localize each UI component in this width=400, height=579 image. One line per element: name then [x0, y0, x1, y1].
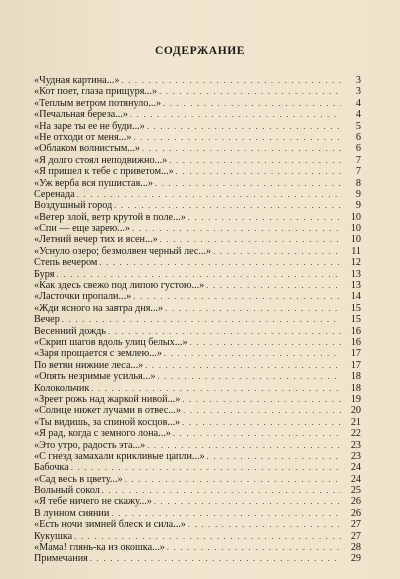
toc-entry	[34, 314, 361, 325]
toc-entry	[34, 428, 361, 439]
dot-leader	[157, 371, 341, 382]
toc-entry-page-number: 20	[350, 405, 361, 417]
toc-entry-page-number: 19	[350, 393, 361, 405]
toc-entry-page-number: 13	[350, 280, 361, 292]
toc-entry	[34, 383, 361, 394]
toc-entry-page-number: 17	[350, 348, 361, 360]
toc-entry	[34, 440, 361, 451]
toc-entry	[34, 405, 361, 416]
toc-entry	[34, 166, 361, 177]
toc-entry-title: «Я пришел к тебе с приветом...»	[34, 166, 174, 178]
toc-entry-page-number: 25	[350, 485, 361, 497]
dot-leader	[188, 212, 341, 223]
toc-entry-title: «Теплым ветром потянуло...»	[34, 97, 162, 109]
toc-entry-page-number: 26	[350, 496, 361, 508]
toc-entry-title: «Уснуло озеро; безмолвен черный лес...»	[34, 245, 212, 257]
dot-leader	[90, 553, 341, 564]
toc-entry-page-number: 10	[350, 234, 361, 246]
toc-entry-title: «На заре ты ее не буди...»	[34, 120, 145, 132]
toc-entry-page-number: 24	[350, 462, 361, 474]
dot-leader	[160, 234, 341, 245]
dot-leader	[91, 383, 341, 394]
toc-entry	[34, 371, 361, 382]
toc-entry-page-number: 18	[350, 382, 361, 394]
toc-entry	[34, 553, 361, 564]
toc-entry-title: «Скрип шагов вдоль улиц белых...»	[34, 336, 188, 348]
toc-entry	[34, 360, 361, 371]
dot-leader	[125, 474, 341, 485]
toc-entry-page-number: 14	[350, 291, 361, 303]
toc-entry-title: «Кот поет, глаза прищуря...»	[34, 86, 158, 98]
dot-leader	[147, 440, 341, 451]
toc-entry-title: «Я долго стоял неподвижно...»	[34, 154, 168, 166]
dot-leader	[207, 451, 341, 462]
toc-entry	[34, 348, 361, 359]
toc-entry-page-number: 3	[355, 75, 361, 86]
dot-leader	[183, 405, 341, 416]
dot-leader	[182, 394, 341, 405]
dot-leader	[142, 143, 341, 154]
toc-entry-title: «Облаком волнистым...»	[34, 143, 140, 155]
dot-leader	[145, 360, 341, 371]
toc-entry-title: Степь вечером	[34, 257, 98, 269]
dot-leader	[132, 223, 341, 234]
toc-entry	[34, 200, 361, 211]
toc-entry	[34, 246, 361, 257]
toc-entry	[34, 542, 361, 553]
toc-entry	[34, 303, 361, 314]
toc-entry-title: Примечания	[34, 553, 88, 565]
toc-entry-title: «Ласточки пропали...»	[34, 291, 132, 303]
toc-entry-page-number: 5	[355, 120, 361, 132]
toc-entry-title: Серенада	[34, 188, 75, 200]
toc-entry	[34, 291, 361, 302]
toc-entry	[34, 485, 361, 496]
toc-entry	[34, 121, 361, 132]
toc-entry-title: «Заря прощается с землею...»	[34, 348, 162, 360]
dot-leader	[165, 303, 341, 314]
dot-leader	[77, 189, 341, 200]
toc-entry-title: «Как здесь свежо под липою густою...»	[34, 280, 205, 292]
toc-entry-page-number: 29	[350, 553, 361, 565]
dot-leader	[147, 121, 341, 132]
toc-entry-page-number: 10	[350, 211, 361, 223]
toc-entry-title: «Сад весь в цвету...»	[34, 473, 123, 485]
toc-entry	[34, 234, 361, 245]
toc-entry-title: «Я тебе ничего не скажу...»	[34, 496, 152, 508]
dot-leader	[62, 314, 341, 325]
dot-leader	[163, 98, 341, 109]
toc-entry	[34, 212, 361, 223]
toc-entry	[34, 508, 361, 519]
toc-entry-title: «Летний вечер тих и ясен...»	[34, 234, 158, 246]
toc-entry-title: Весенний дождь	[34, 325, 106, 337]
dot-leader	[159, 86, 341, 97]
dot-leader	[114, 200, 341, 211]
toc-entry-title: Вечер	[34, 314, 60, 326]
dot-leader	[74, 531, 341, 542]
dot-leader	[133, 291, 341, 302]
toc-entry-page-number: 22	[350, 428, 361, 440]
toc-entry-title: «Чудная картина...»	[34, 75, 120, 86]
toc-entry-page-number: 6	[355, 143, 361, 155]
toc-entry	[34, 519, 361, 530]
toc-entry-page-number: 7	[355, 166, 361, 178]
toc-entry-title: «С гнезд замахали крикливые цапли...»	[34, 450, 205, 462]
toc-entry-page-number: 7	[355, 154, 361, 166]
toc-entry-title: Вольный сокол	[34, 485, 100, 497]
toc-entry	[34, 143, 361, 154]
toc-entry	[34, 531, 361, 542]
toc-entry	[34, 496, 361, 507]
toc-entry	[34, 269, 361, 280]
toc-entry	[34, 98, 361, 109]
dot-leader	[133, 132, 341, 143]
toc-entry-page-number: 21	[350, 416, 361, 428]
toc-entry-page-number: 23	[350, 450, 361, 462]
toc-entry-page-number: 6	[355, 131, 361, 143]
dot-leader	[155, 178, 341, 189]
dot-leader	[206, 280, 341, 291]
toc-entry-title: «Это утро, радость эта...»	[34, 439, 146, 451]
table-of-contents	[34, 75, 361, 565]
page-title: СОДЕРЖАНИЕ	[154, 45, 246, 57]
toc-entry-page-number: 16	[350, 336, 361, 348]
dot-leader	[213, 246, 341, 257]
toc-entry-title: «Не отходи от меня...»	[34, 131, 132, 143]
toc-entry-page-number: 12	[350, 257, 361, 269]
toc-entry-page-number: 28	[350, 542, 361, 554]
toc-entry-page-number: 10	[350, 223, 361, 235]
dot-leader	[99, 257, 341, 268]
toc-entry-title: «Жди ясного на завтра дня...»	[34, 302, 164, 314]
toc-entry-title: «Я рад, когда с земного лона...»	[34, 428, 171, 440]
toc-entry-page-number: 23	[350, 439, 361, 451]
dot-leader	[56, 269, 341, 280]
dot-leader	[173, 428, 341, 439]
toc-entry-page-number: 27	[350, 519, 361, 531]
toc-entry-title: «Есть ночи зимней блеск и сила...»	[34, 519, 186, 531]
toc-entry-title: «Спи — еще зарею...»	[34, 223, 131, 235]
toc-entry-page-number: 16	[350, 325, 361, 337]
toc-entry	[34, 75, 361, 86]
toc-entry	[34, 417, 361, 428]
toc-entry	[34, 326, 361, 337]
dot-leader	[121, 75, 341, 86]
toc-entry-title: Буря	[34, 268, 55, 280]
dot-leader	[111, 508, 341, 519]
toc-entry	[34, 155, 361, 166]
toc-entry-page-number: 13	[350, 268, 361, 280]
dot-leader	[190, 337, 341, 348]
toc-entry-page-number: 26	[350, 507, 361, 519]
dot-leader	[188, 519, 341, 530]
toc-entry-title: По ветви нижние леса...»	[34, 359, 144, 371]
toc-entry	[34, 257, 361, 268]
toc-entry-title: «Печальная береза...»	[34, 109, 128, 121]
toc-entry	[34, 178, 361, 189]
toc-entry	[34, 109, 361, 120]
toc-entry	[34, 132, 361, 143]
toc-entry-page-number: 9	[355, 188, 361, 200]
dot-leader	[130, 109, 341, 120]
dot-leader	[164, 348, 341, 359]
toc-entry	[34, 462, 361, 473]
toc-entry-page-number: 4	[355, 109, 361, 121]
toc-entry-page-number: 15	[350, 302, 361, 314]
toc-entry-title: Воздушный город	[34, 200, 113, 212]
toc-entry-page-number: 4	[355, 97, 361, 109]
toc-entry-title: «Мама! глянь-ка из окошка...»	[34, 542, 165, 554]
toc-entry	[34, 474, 361, 485]
toc-entry-title: «Солнце нижет лучами в отвес...»	[34, 405, 182, 417]
toc-entry-page-number: 11	[351, 245, 361, 257]
toc-entry	[34, 394, 361, 405]
toc-entry-page-number: 15	[350, 314, 361, 326]
toc-entry-page-number: 8	[355, 177, 361, 189]
dot-leader	[102, 485, 341, 496]
toc-entry	[34, 86, 361, 97]
toc-entry-page-number: 27	[350, 530, 361, 542]
toc-entry-title: «Ветер злой, ветр крутой в поле...»	[34, 211, 186, 223]
dot-leader	[108, 326, 341, 337]
toc-entry	[34, 189, 361, 200]
dot-leader	[176, 166, 341, 177]
toc-entry-page-number: 24	[350, 473, 361, 485]
toc-entry-title: «Уж верба вся пушистая...»	[34, 177, 154, 189]
toc-entry-title: Кукушка	[34, 530, 73, 542]
toc-entry	[34, 451, 361, 462]
toc-entry	[34, 223, 361, 234]
toc-entry-page-number: 17	[350, 359, 361, 371]
toc-entry	[34, 337, 361, 348]
dot-leader	[71, 462, 341, 473]
toc-entry-title: В лунном сиянии	[34, 507, 110, 519]
toc-entry-title: Бабочка	[34, 462, 69, 474]
toc-entry-title: «Опять незримые усилья...»	[34, 371, 156, 383]
toc-entry-page-number: 3	[355, 86, 361, 98]
dot-leader	[154, 496, 341, 507]
toc-entry-page-number: 18	[350, 371, 361, 383]
dot-leader	[167, 542, 341, 553]
dot-leader	[182, 417, 341, 428]
toc-entry-page-number: 9	[355, 200, 361, 212]
dot-leader	[169, 155, 341, 166]
toc-entry	[34, 280, 361, 291]
toc-entry-title: Колокольчик	[34, 382, 90, 394]
toc-entry-title: «Зреет рожь над жаркой нивой...»	[34, 393, 181, 405]
toc-entry-title: «Ты видишь, за спиной косцов...»	[34, 416, 181, 428]
